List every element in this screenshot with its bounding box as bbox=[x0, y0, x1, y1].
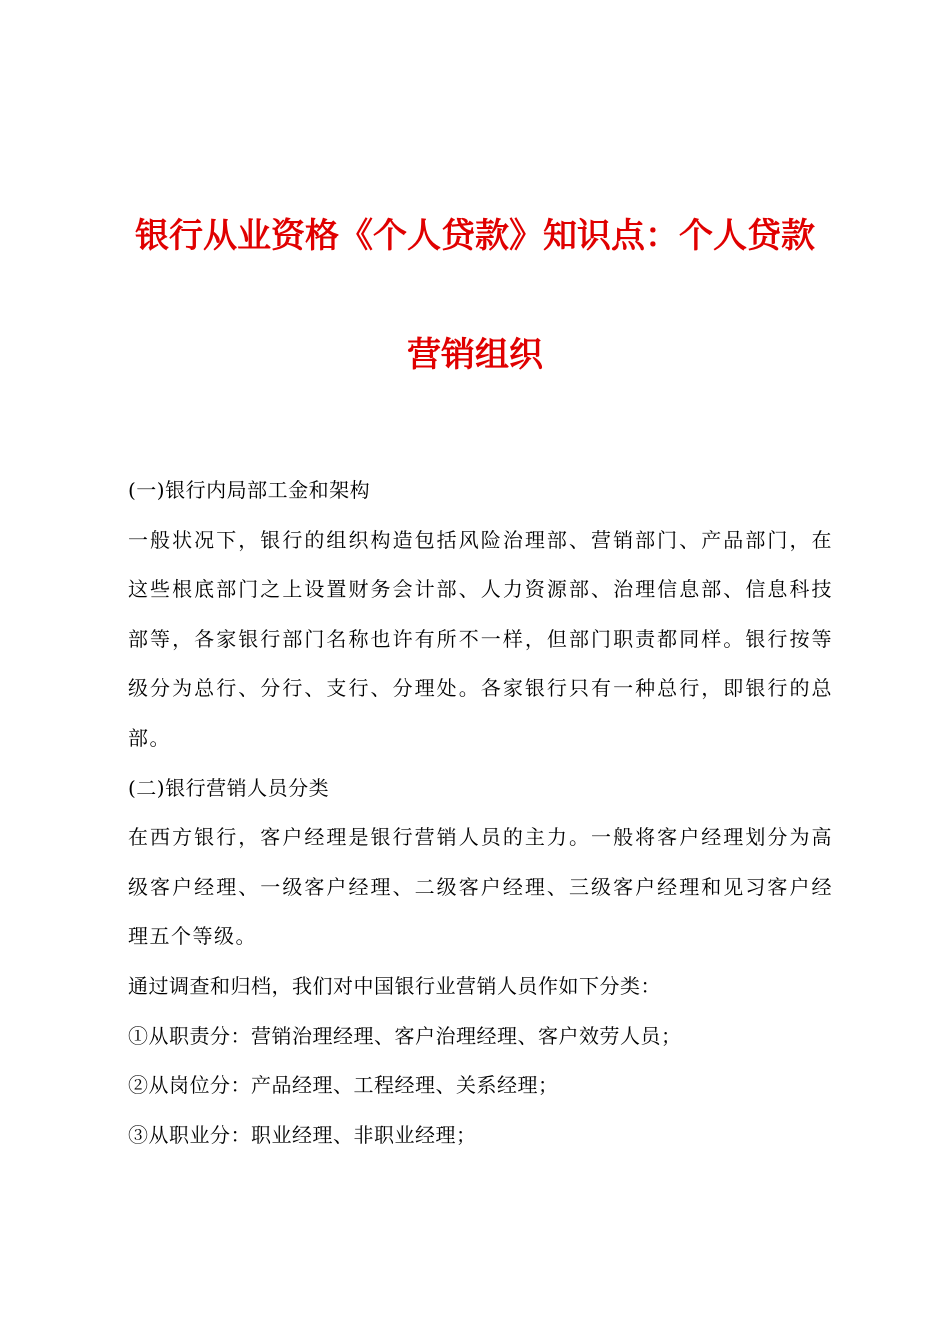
document-title-line-2: 营销组织 bbox=[407, 335, 543, 375]
section-heading-2: (二)银行营销人员分类 bbox=[128, 775, 330, 800]
list-item-1: ①从职责分：营销治理经理、客户治理经理、客户效劳人员； bbox=[128, 1023, 682, 1048]
section-2-paragraph-2: 通过调查和归档，我们对中国银行业营销人员作如下分类： bbox=[128, 973, 661, 998]
section-2-paragraph-1: 在西方银行，客户经理是银行营销人员的主力。一般将客户经理划分为高级客户经理、一级客户经理、二级客户经理、三级客户经理和见习客户经理五个等级。 bbox=[128, 825, 833, 949]
list-item-2: ②从岗位分：产品经理、工程经理、关系经理； bbox=[128, 1073, 559, 1098]
document-title-line-1: 银行从业资格《个人贷款》知识点：个人贷款 bbox=[135, 216, 815, 256]
document-body bbox=[128, 466, 833, 1160]
section-1-paragraph: 一般状况下，银行的组织构造包括风险治理部、营销部门、产品部门，在这些根底部门之上设置财务会计部、人力资源部、治理信息部、信息科技部等，各家银行部门名称也许有所不一样，但部门职责都同样。银行按等级分为总行、分行、支行、分理处。各家银行只有一种总行，即银行的总部。 bbox=[128, 527, 833, 750]
section-heading-1: (一)银行内局部工金和架构 bbox=[128, 478, 371, 502]
list-item-3: ③从职业分：职业经理、非职业经理； bbox=[128, 1122, 477, 1147]
